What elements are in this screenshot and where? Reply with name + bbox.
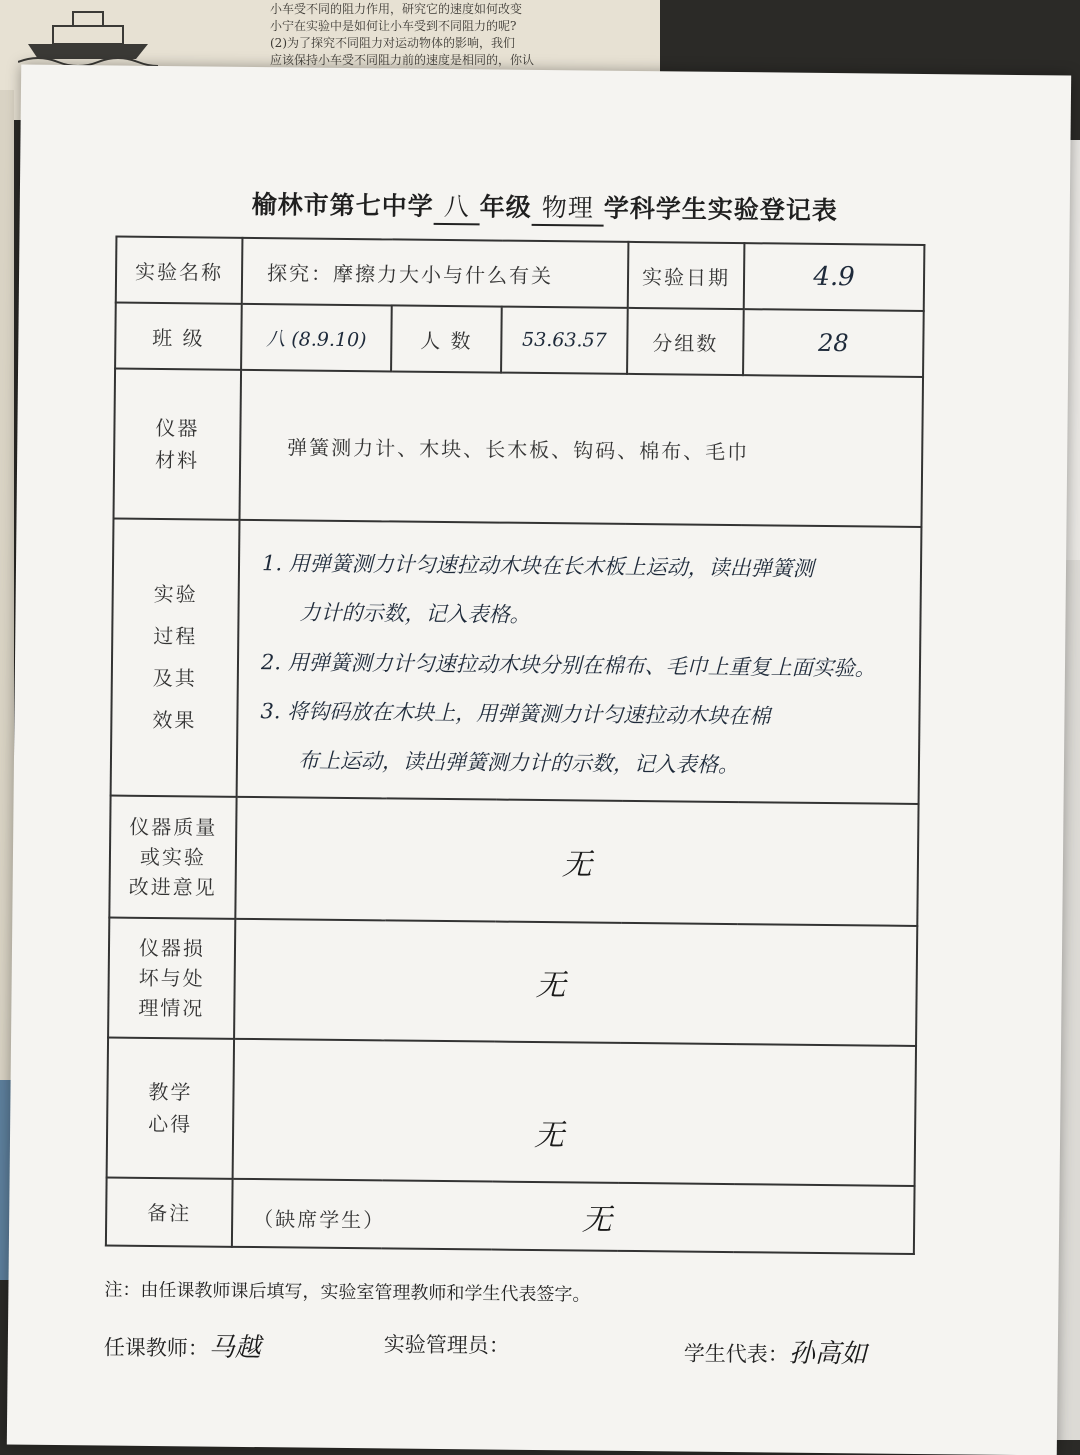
admin-label: 实验管理员： [383, 1332, 510, 1358]
groups-value: 28 [743, 309, 924, 377]
school-name: 榆林市第七中学 [251, 189, 434, 221]
teaching-value: 无 [233, 1039, 916, 1186]
student-label: 学生代表： [683, 1341, 789, 1367]
title-suffix: 学科学生实验登记表 [603, 193, 838, 226]
form-title [20, 183, 1070, 232]
process-value [237, 520, 922, 804]
experiment-name-value: 探究：摩擦力大小与什么有关 [242, 238, 629, 308]
quality-label-line: 或实验 [139, 844, 207, 870]
subject-value: 物理 [532, 188, 604, 227]
table-row [106, 1177, 915, 1253]
process-label [111, 519, 240, 797]
quality-label [109, 795, 236, 918]
experiment-date-label: 实验日期 [628, 242, 745, 309]
student-sign: 孙高如 [788, 1338, 867, 1370]
class-label: 班 级 [115, 303, 242, 370]
student-signature [684, 1332, 867, 1371]
ship-illustration [18, 4, 158, 66]
experiment-form-table [105, 236, 926, 1255]
teaching-label-line: 教学 [148, 1079, 193, 1105]
signature-row [103, 1325, 934, 1370]
book-text-line: 小宁在实验中是如何让小车受到不同阻力的呢? [270, 19, 517, 33]
damage-label-line: 坏与处 [138, 965, 205, 991]
count-label: 人 数 [391, 305, 502, 372]
teacher-sign: 马越 [208, 1332, 261, 1364]
class-value: 八 (8.9.10) [241, 304, 392, 372]
book-text-line: 应该保持小车受不同阻力前的速度是相同的，你认 [270, 53, 535, 67]
form-note: 注：由任课教师课后填写，实验室管理教师和学生代表签字。 [104, 1279, 591, 1306]
groups-label: 分组数 [627, 308, 744, 375]
materials-label-line: 仪器 [155, 415, 200, 441]
process-label-line: 过程 [153, 624, 198, 649]
quality-label-line: 改进意见 [128, 874, 217, 900]
book-text-line: (2)为了探究不同阻力对运动物体的影响，我们 [270, 36, 515, 50]
teacher-signature [104, 1325, 261, 1364]
experiment-date-value: 4.9 [744, 243, 925, 311]
remarks-value-cell [232, 1179, 915, 1254]
remarks-value: 无 [581, 1202, 613, 1238]
table-row [114, 369, 924, 527]
process-line: 布上运动，读出弹簧测力计的示数，记入表格。 [297, 748, 740, 778]
grade-value: 八 [434, 187, 480, 225]
teacher-label: 任课教师： [103, 1335, 209, 1361]
damage-label-line: 仪器损 [138, 935, 206, 961]
table-row [109, 795, 918, 925]
process-label-line: 实验 [153, 582, 198, 607]
table-row [116, 237, 925, 311]
book-text-line: 小车受不同的阻力作用，研究它的速度如何改变 [270, 2, 523, 16]
materials-label-line: 材料 [154, 447, 200, 473]
process-label-line: 效果 [152, 708, 197, 733]
damage-label [108, 917, 235, 1038]
quality-value: 无 [235, 797, 918, 926]
admin-signature [384, 1328, 510, 1359]
process-line: 力计的示数，记入表格。 [299, 600, 531, 628]
materials-value: 弹簧测力计、木块、长木板、钩码、棉布、毛巾 [239, 370, 923, 527]
table-row [115, 303, 924, 377]
grade-suffix: 年级 [479, 192, 532, 222]
absent-students-label: （缺席学生） [253, 1206, 386, 1233]
experiment-name-label: 实验名称 [116, 237, 243, 304]
process-line: 1. 用弹簧测力计匀速拉动木块在长木板上运动，读出弹簧测 [261, 551, 814, 581]
quality-label-line: 仪器质量 [129, 814, 218, 840]
registration-sheet [7, 65, 1071, 1455]
process-line: 3. 将钩码放在木块上，用弹簧测力计匀速拉动木块在棉 [260, 699, 771, 729]
remarks-label: 备注 [106, 1177, 233, 1246]
table-row [111, 519, 922, 804]
process-label-line: 及其 [152, 666, 197, 691]
damage-label-line: 理情况 [138, 995, 205, 1021]
materials-label [114, 369, 242, 520]
table-row [107, 1037, 916, 1185]
count-value: 53.63.57 [501, 307, 628, 374]
process-line: 2. 用弹簧测力计匀速拉动木块分别在棉布、毛巾上重复上面实验。 [260, 649, 876, 681]
teaching-label [107, 1037, 234, 1178]
table-row [108, 917, 917, 1045]
damage-value: 无 [234, 919, 917, 1046]
teaching-label-line: 心得 [148, 1111, 193, 1137]
